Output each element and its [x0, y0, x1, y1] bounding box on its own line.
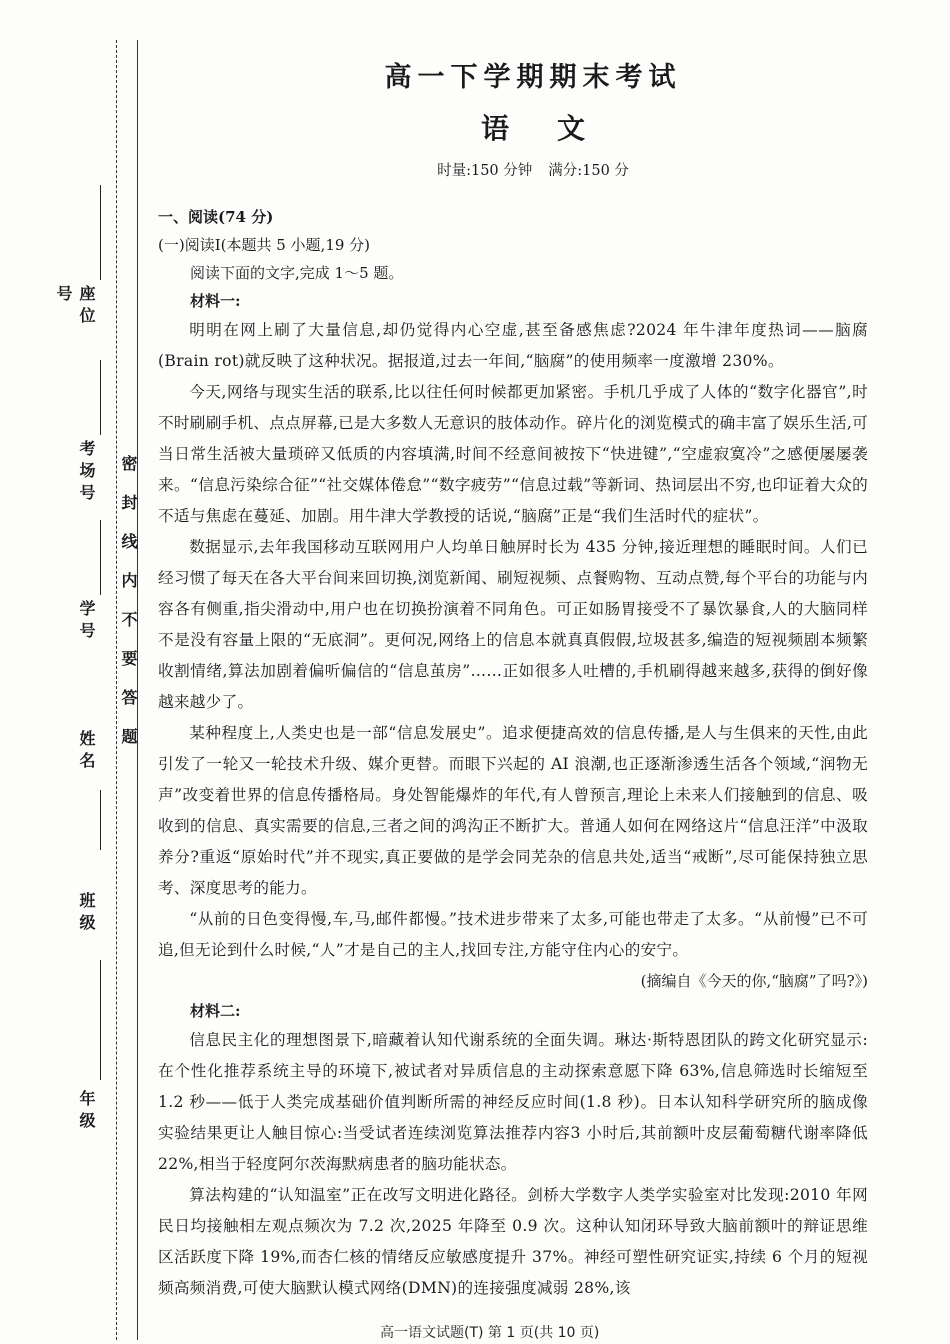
exam-room-line [100, 360, 101, 435]
class-field [74, 860, 104, 1010]
exam-meta [158, 159, 868, 183]
subject-title [158, 107, 868, 149]
name-field [74, 690, 104, 840]
section-heading: 一、阅读(74 分) [158, 208, 274, 226]
exam-title: 高一下学期期末考试 [384, 62, 682, 93]
exam-content [158, 55, 868, 1304]
class-label: 班级 [77, 892, 96, 936]
material1-source: (摘编自《今天的你,“脑腐”了吗?》) [640, 972, 868, 990]
student-id-line [100, 520, 101, 595]
binding-margin [0, 0, 140, 1344]
name-line [100, 790, 101, 850]
exam-room-field [74, 360, 104, 510]
material2-label: 材料二: [190, 1002, 241, 1020]
seal-warning: 密封线内不要答题 [119, 455, 138, 767]
duration-text: 时量:150 分钟 [437, 163, 533, 179]
section-subheading: (一)阅读Ⅰ(本题共 5 小题,19 分) [158, 236, 371, 254]
page-footer: 高一语文试题(T) 第 1 页(共 10 页) [380, 1325, 600, 1341]
material2-paragraph: 算法构建的“认知温室”正在改写文明进化路径。剑桥大学数字人类学实验室对比发现:2010 年网民日均接触相左观点频次为 7.2 次,2025 年降至 0.9 次。这种认知闭环导致大脑前额叶的辩证思维区活跃度下降 19%,而杏仁核的情绪反应敏感度提升 37%。神经可塑性研究证实,持续 6 个月的短视频高频消费,可使大脑默认模式网络(DMN)的连接强度减弱 28%,该 [158, 1186, 868, 1297]
material1-paragraph: “从前的日色变得慢,车,马,邮件都慢。”技术进步带来了太多,可能也带走了太多。“从前慢”已不可追,但无论到什么时候,“人”才是自己的主人,找回专注,方能守住内心的安宁。 [158, 910, 868, 959]
subject-char-1: 语 [480, 112, 509, 145]
grade-field [74, 1030, 104, 1230]
material1-label: 材料一: [190, 292, 241, 310]
seat-number-field [54, 185, 104, 345]
name-label: 姓名 [77, 730, 96, 774]
grade-label: 年级 [77, 1090, 96, 1134]
exam-room-label: 考场号 [77, 440, 96, 506]
section-instruction: 阅读下面的文字,完成 1～5 题。 [190, 264, 404, 282]
seat-number-line [100, 185, 101, 280]
grade-line [100, 1030, 101, 1080]
material1-paragraph: 明明在网上刷了大量信息,却仍觉得内心空虚,甚至备感焦虑?2024 年牛津年度热词——脑腐(Brain rot)就反映了这种状况。据报道,过去一年间,“脑腐”的使用频率一度激增 230%。 [158, 321, 868, 370]
material2-paragraph: 信息民主化的理想图景下,暗藏着认知代谢系统的全面失调。琳达·斯特恩团队的跨文化研究显示:在个性化推荐系统主导的环境下,被试者对异质信息的主动探索意愿下降 63%,信息筛选时长缩短至 1.2 秒——低于人类完成基础价值判断所需的神经反应时间(1.8 秒)。日本认知科学研究所的脑成像实验结果更让人触目惊心:当受试者连续浏览算法推荐内容3 小时后,其前额叶皮层葡萄糖代谢率降低 22%,相当于轻度阿尔茨海默病患者的脑功能状态。 [158, 1031, 868, 1173]
subject-char-2: 文 [557, 112, 586, 145]
full-score-text: 满分:150 分 [548, 163, 629, 179]
material1-paragraph: 某种程度上,人类史也是一部“信息发展史”。追求便捷高效的信息传播,是人与生俱来的天性,由此引发了一轮又一轮技术升级、媒介更替。而眼下兴起的 AI 浪潮,也正逐渐渗透生活各个领域,“润物无声”改变着世界的信息传播格局。身处智能爆炸的年代,有人曾预言,理论上未来人们接触到的信息、吸收到的信息、真实需要的信息,三者之间的鸿沟正不断扩大。普通人如何在网络这片“信息汪洋”中汲取养分?重返“原始时代”并不现实,真正要做的是学会同芜杂的信息共处,适当“戒断”,尽可能保持独立思考、深度思考的能力。 [158, 724, 868, 897]
student-id-label: 学号 [77, 600, 96, 644]
material1-paragraph: 今天,网络与现实生活的联系,比以往任何时候都更加紧密。手机几乎成了人体的“数字化器官”,时不时刷刷手机、点点屏幕,已是大多数人无意识的肢体动作。碎片化的浏览模式的确丰富了娱乐生活,可当日常生活被大量琐碎又低质的内容填满,时间不经意间被按下“快进键”,“空虚寂寞冷”之感便屡屡袭来。“信息污染综合征”“社交媒体倦怠”“数字疲劳”“信息过载”等新词、热词层出不穷,也印证着大众的不适与焦虑在蔓延、加剧。用牛津大学教授的话说,“脑腐”正是“我们生活时代的症状”。 [158, 383, 868, 525]
material1-paragraph: 数据显示,去年我国移动互联网用户人均单日触屏时长为 435 分钟,接近理想的睡眠时间。人们已经习惯了每天在各大平台间来回切换,浏览新闻、刷短视频、点餐购物、互动点赞,每个平台的功能与内容各有侧重,指尖滑动中,用户也在切换扮演着不同角色。可正如肠胃接受不了暴饮暴食,人的大脑同样不是没有容量上限的“无底洞”。更何况,网络上的信息本就真真假假,垃圾甚多,编造的短视频剧本频繁收割情绪,算法加剧着偏听偏信的“信息茧房”……正如很多人吐槽的,手机刷得越来越多,获得的倒好像越来越少了。 [158, 538, 868, 711]
seat-number-label: 座位号 [54, 285, 96, 329]
class-line [100, 960, 101, 1030]
student-id-field [74, 520, 104, 670]
